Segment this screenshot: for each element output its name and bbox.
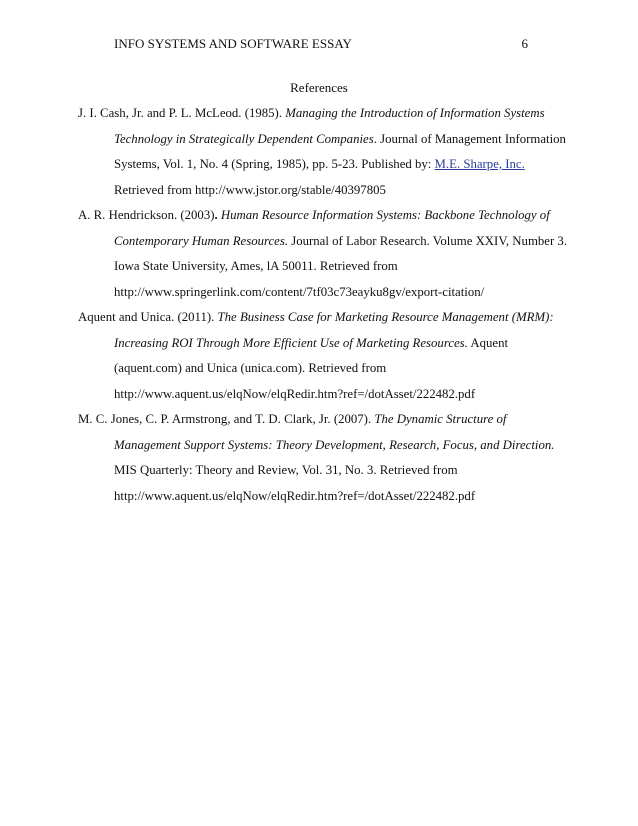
reference-line <box>78 101 568 127</box>
italic-title: The Dynamic Structure of <box>374 412 507 426</box>
text-run: (aquent.com) and Unica (unica.com). Retrieved from <box>114 361 387 375</box>
text-run: A. R. Hendrickson. (2003) <box>78 208 215 222</box>
reference-line <box>78 178 568 204</box>
reference-line <box>78 484 568 510</box>
italic-title: Technology in Strategically Dependent Companies <box>114 131 374 146</box>
italic-title: Increasing ROI Through More Efficient Use of Marketing Resources. <box>114 335 468 350</box>
reference-line <box>78 356 568 382</box>
page-header <box>114 36 528 52</box>
reference-entry <box>78 101 568 203</box>
references-title: References <box>290 80 348 95</box>
text-run: Aquent <box>467 335 509 350</box>
page-number: 6 <box>521 36 528 51</box>
text-run: . <box>214 208 218 222</box>
publisher-link[interactable]: M.E. Sharpe, Inc. <box>434 157 525 171</box>
text-run: http://www.springerlink.com/content/7tf03c73eayku8gv/export-citation/ <box>114 284 485 299</box>
reference-line <box>78 254 568 280</box>
italic-title: Human Resource Information Systems: Backbone Technology of <box>220 208 550 222</box>
text-run: Systems, Vol. 1, No. 4 (Spring, 1985), pp. 5-23. Published by: <box>114 157 435 171</box>
text-run: Iowa State University, Ames, lA 50011. Retrieved from <box>114 259 398 273</box>
italic-title: The Business Case for Marketing Resource Management (MRM): <box>217 310 554 324</box>
running-head: INFO SYSTEMS AND SOFTWARE ESSAY <box>114 36 352 51</box>
reference-line <box>78 331 568 357</box>
text-run: M. C. Jones, C. P. Armstrong, and T. D. Clark, Jr. (2007). <box>78 412 375 426</box>
italic-title: Managing the Introduction of Information Systems <box>285 106 545 120</box>
reference-line <box>78 382 568 408</box>
text-run: http://www.aquent.us/elqNow/elqRedir.htm?ref=/dotAsset/222482.pdf <box>114 386 476 401</box>
reference-entry <box>78 203 568 305</box>
text-run: Retrieved from http://www.jstor.org/stable/40397805 <box>114 182 386 197</box>
reference-line <box>78 280 568 306</box>
italic-title: Contemporary Human Resources. <box>114 233 289 248</box>
text-run: http://www.aquent.us/elqNow/elqRedir.htm?ref=/dotAsset/222482.pdf <box>114 488 476 503</box>
reference-line <box>78 305 568 331</box>
reference-line <box>78 407 568 433</box>
reference-line <box>78 152 568 178</box>
text-run: MIS Quarterly: Theory and Review, Vol. 31, No. 3. Retrieved from <box>114 463 458 477</box>
reference-line <box>78 229 568 255</box>
text-run: . Journal of Management Information <box>373 131 566 146</box>
reference-line <box>78 458 568 484</box>
text-run: Aquent and Unica. (2011). <box>78 310 218 324</box>
reference-line <box>78 203 568 229</box>
reference-entry <box>78 305 568 407</box>
reference-entry <box>78 407 568 509</box>
text-run: Journal of Labor Research. Volume XXIV, Number 3. <box>288 233 568 248</box>
text-run: J. I. Cash, Jr. and P. L. McLeod. (1985). <box>78 106 286 120</box>
italic-title: Management Support Systems: Theory Development, Research, Focus, and Direction. <box>114 437 555 452</box>
reference-list <box>78 101 568 509</box>
reference-line <box>78 127 568 153</box>
reference-line <box>78 433 568 459</box>
